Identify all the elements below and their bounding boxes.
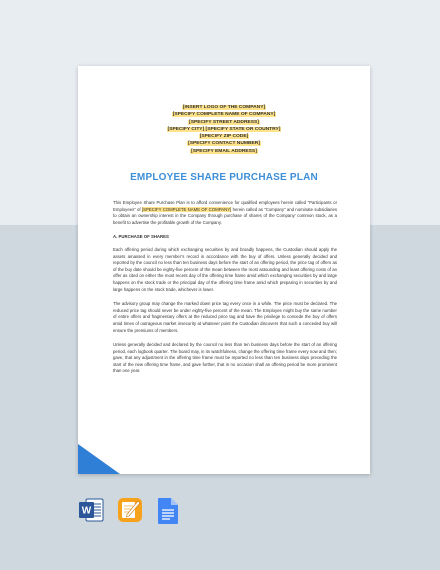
body-paragraph: The advisory group may change the marked down price tag every once in a while. The price must be declared. The reduced price tag should never be under eighty-five percent of the mean. The Employee might buy the same number of entire offers and fragmentary offers at the reduced price tag and have the privilege to concede the buy of offers amid times of outrageous market insecurity at whatever point the Custodian discovers that such a conceded buy will ensure the premiums of members. xyxy=(113,301,337,333)
intro-text: This Employee Share Purchase Plan is to afford convenience for qualified employees herein called “Participants or Employees” of xyxy=(113,200,337,212)
section-heading: A. PURCHASE OF SHARES xyxy=(113,234,169,240)
document-body xyxy=(113,200,337,383)
document-preview xyxy=(78,66,370,474)
address-line: [SPECIFY CONTACT NUMBER] xyxy=(188,141,260,147)
intro-text: herein called as “Company” and nominate subsidiaries to obtain an ownership interest in the Company through purchase of shares of the Company’ common stock, as a benefit to advertise the profitable growth of the Company. xyxy=(113,206,337,225)
body-paragraph: Each offering period during which exchanging securities by and broadly happens, the Custodian should apply the assets amassed in every member’s record in accordance with the buy of offers. Unless generally decided and reported by the council no less than ten business days before the start of an offering period, the price tag of offers as of the buy date should be eighty-five percent of the mean between the most astounding and least offering costs of an offer as cited on either the most recent day of the offering time frame amid which exchanging securities by and large happens on the stock trade or the principal day of the offering time frame amid which preparing in securities by and large happens on the stock trade, whichever is lower. xyxy=(113,246,337,292)
document-title: EMPLOYEE SHARE PURCHASE PLAN xyxy=(130,172,318,183)
address-line: [SPECIFY EMAIL ADDRESS] xyxy=(191,148,257,154)
address-line: [SPECIFY ZIP CODE] xyxy=(199,134,249,140)
body-paragraph: Unless generally decided and declared by the council no less than ten business days before the start of an offering period, each logbook quarter. The board may, in its watchfulness, change the offering time frame every now and then; gave, that any adjustment in the offering time frame must be reported no less than ten business days preceding the start of the new offering time frame, and gave further, that in no occasion shall an offering period be more prominent than one year. xyxy=(113,342,337,374)
pages-icon[interactable] xyxy=(117,497,143,523)
company-address-block xyxy=(78,104,370,155)
intro-paragraph xyxy=(113,200,337,226)
address-line: [INSERT LOGO OF THE COMPANY] xyxy=(182,105,266,110)
address-line: [SPECIFY STREET ADDRESS] xyxy=(189,119,259,125)
corner-accent xyxy=(78,444,120,474)
address-line: [SPECIFY CITY] [SPECIFY STATE OR COUNTRY] xyxy=(167,126,281,132)
address-line: [SPECIFY COMPLETE NAME OF COMPANY] xyxy=(172,112,276,118)
format-icons xyxy=(0,497,440,527)
google-docs-icon[interactable] xyxy=(157,497,179,525)
word-icon-letter: W xyxy=(81,505,92,517)
company-name-placeholder: [SPECIFY COMPLETE NAME OF COMPANY] xyxy=(141,206,232,212)
word-icon[interactable] xyxy=(78,497,104,523)
